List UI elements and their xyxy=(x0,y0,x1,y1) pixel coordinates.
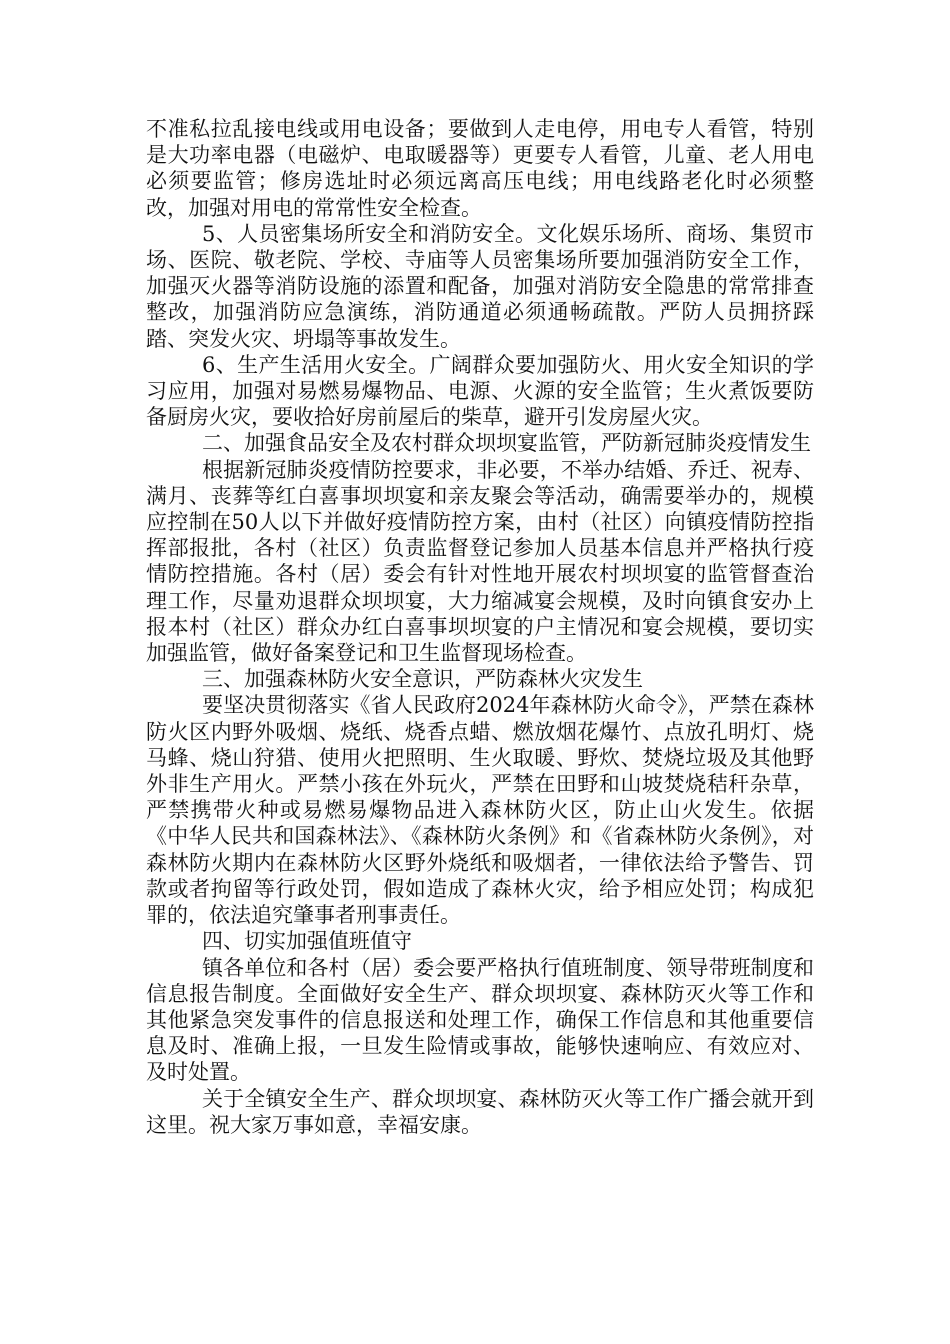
paragraph-forest-fire-order: 要坚决贯彻落实《省人民政府2024年森林防火命令》，严禁在森林防火区内野外吸烟、烧纸、烧香点蜡、燃放烟花爆竹、点放孔明灯、烧马蜂、烧山狩猎、使用火把照明、生火取暖、野炊、焚烧垃圾及其他野外非生产用火。严禁小孩在外玩火，严禁在田野和山坡焚烧秸秆杂草，严禁携带火种或易燃易爆物品进入森林防火区，防止山火发生。依据《中华人民共和国森林法》、《森林防火条例》和《省森林防火条例》，对森林防火期内在森林防火区野外烧纸和吸烟者，一律依法给予警告、罚款或者拘留等行政处罚，假如造成了森林火灾，给予相应处罚；构成犯罪的，依法追究肇事者刑事责任。 xyxy=(146,693,814,928)
section-heading-forest-fire: 三、加强森林防火安全意识，严防森林火灾发生 xyxy=(202,667,643,692)
document-body xyxy=(146,116,814,1138)
section-heading-food-safety: 二、加强食品安全及农村群众坝坝宴监管，严防新冠肺炎疫情发生 xyxy=(202,431,811,456)
section-heading-duty-shift: 四、切实加强值班值守 xyxy=(202,929,412,954)
paragraph-closing-remarks: 关于全镇安全生产、群众坝坝宴、森林防灭火等工作广播会就开到这里。祝大家万事如意，幸福安康。 xyxy=(146,1086,814,1137)
paragraph-fire-use-safety: 6、生产生活用火安全。广阔群众要加强防火、用火安全知识的学习应用，加强对易燃易爆物品、电源、火源的安全监管；生火煮饭要防备厨房火灾，要收拾好房前屋后的柴草，避开引发房屋火灾。 xyxy=(146,352,814,430)
paragraph-duty-system: 镇各单位和各村（居）委会要严格执行值班制度、领导带班制度和信息报告制度。全面做好安全生产、群众坝坝宴、森林防灭火等工作和其他紧急突发事件的信息报送和处理工作，确保工作信息和其他重要信息及时、准确上报，一旦发生险情或事故，能够快速响应、有效应对、及时处置。 xyxy=(146,955,814,1085)
paragraph-electricity-safety: 不准私拉乱接电线或用电设备；要做到人走电停，用电专人看管，特别是大功率电器（电磁炉、电取暖器等）更要专人看管，儿童、老人用电必须要监管；修房选址时必须远离高压电线；用电线路老化时必须整改，加强对用电的常常性安全检查。 xyxy=(146,117,814,220)
paragraph-banquet-supervision: 根据新冠肺炎疫情防控要求，非必要，不举办结婚、乔迁、祝寿、满月、丧葬等红白喜事坝坝宴和亲友聚会等活动，确需要举办的，规模应控制在50人以下并做好疫情防控方案，由村（社区）向镇疫情防控指挥部报批，各村（社区）负责监督登记参加人员基本信息并严格执行疫情防控措施。各村（居）委会有针对性地开展农村坝坝宴的监管督查治理工作，尽量劝退群众坝坝宴，大力缩减宴会规模，及时向镇食安办上报本村（社区）群众办红白喜事坝坝宴的户主情况和宴会规模，要切实加强监管，做好备案登记和卫生监督现场检查。 xyxy=(146,457,814,666)
paragraph-crowded-places-safety: 5、人员密集场所安全和消防安全。文化娱乐场所、商场、集贸市场、医院、敬老院、学校、寺庙等人员密集场所要加强消防安全工作，加强灭火器等消防设施的添置和配备，加强对消防安全隐患的常常排查整改，加强消防应急演练，消防通道必须通畅疏散。严防人员拥挤踩踏、突发火灾、坍塌等事故发生。 xyxy=(146,221,814,351)
